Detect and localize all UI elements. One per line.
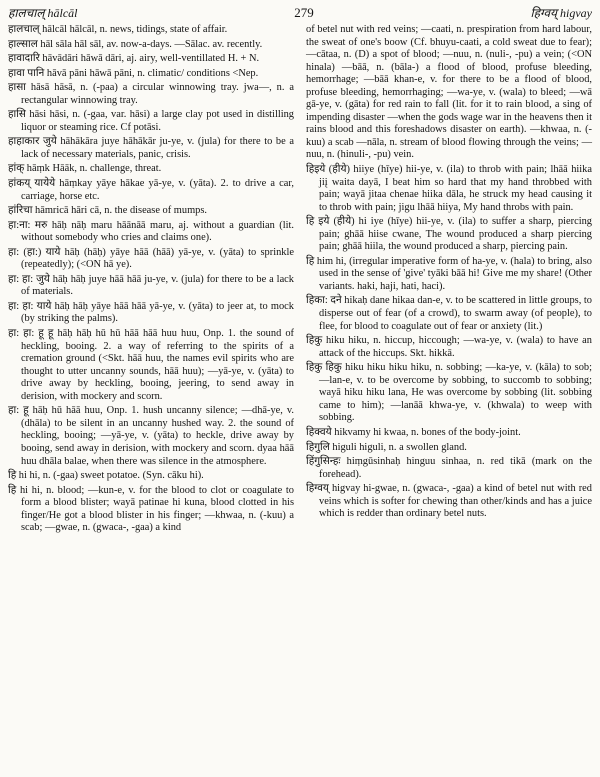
dictionary-entry: हिंगुसिन्हः hiṃgūsinhaḥ hinguu sinhaa, n. red tikā (mark on the forehead). bbox=[306, 456, 592, 480]
dictionary-entry: हिका: दने hikaḥ dane hikaa dan-e, v. to be scattered in little groups, to disperse out of fear (of a crowd), to swarm away (of people), to flee, for blood to coagulate out of fear or anxiety (lit.) bbox=[306, 295, 592, 332]
dictionary-entry: हा: हा: जुये hāḥ hāḥ juye hāā hāā ju-ye, v. (jula) for there to be a lack of materials. bbox=[8, 273, 294, 298]
right-column bbox=[306, 24, 592, 537]
dictionary-entry: हा: हू hāḥ hū hāā huu, Onp. 1. hush uncanny silence; —dhā-ye, v. (dhāla) to be silent in an uncanny hushed way. 2. the sound of heckling, booing; —yā-ye, v. (yāta) to heckle, drive away by booing, send away in derision, with mockery and scorn. dyaa hāā huu dhāla balae, when there was silence in the atmosphere. bbox=[8, 405, 294, 467]
left-column bbox=[8, 24, 294, 537]
dictionary-entry: हांकय् यायेये hāṃkay yāye hākae yā-ye, v. (yāta). 2. to drive a car, carriage, horse etc. bbox=[8, 178, 294, 202]
dictionary-entry: of betel nut with red veins; —caati, n. prespiration from hard labour, the sweat of one's boow (Cf. bhuyu-caati, a cold sweat due to fear); —cātaa, n. (D) a spot of blood; —nuu, n. (nuli-, -pu) a vein; (<ON hinala) —bāā, n. (bāla-) a flood of blood, profuse bleeding, hemorrhage; —bāā khan-e, v. for there to be a flood of blood, profuse bleeding, hemorrhaging; —wa-ye, v. (wala) to bleed; —wā gā-ye, v. (gāta) for red rain to fall (lit. for it to rain blood, a sing of impending disaster —when the gods wage war in the heavens then it rains blood and this foreshadows disaster on earth). —khwaa, n. (-kuu) a scab —nāla, n. stream of blood flowing through the veins; —nuu, n. (hinuli-, -pu) vein. bbox=[306, 24, 592, 161]
dictionary-entry: हासि hāsi hāsi, n. (-gaa, var. hāsi) a large clay pot used in distilling liquor or steaming rice. Cf potāsi. bbox=[8, 109, 294, 133]
dictionary-entry: हिग्वय् higvay hi-gwae, n. (gwaca-, -gaa) a kind of betel nut with red veins which is softer for chewing than other/kinds and has a juice which is redder than ordinary betel nuts. bbox=[306, 483, 592, 520]
dictionary-entry: हाहाकार जुये hāhākāra juye hāhākār ju-ye, v. (jula) for there to be a lack of necessary materials, panic, crisis. bbox=[8, 136, 294, 160]
dictionary-entry: हि hi hi, n. (-gaa) sweet potatoe. (Syn. cāku hi). bbox=[8, 470, 204, 482]
dictionary-entry: हिगुलि higuli higuli, n. a swollen gland. bbox=[306, 441, 467, 453]
dictionary-entry: हावा पानि hāvā pāni hāwā pāni, n. climatic/ conditions <Nep. bbox=[8, 67, 259, 79]
dictionary-entry: हा: (हा:) याये hāḥ (hāḥ) yāye hāā (hāā) yā-ye, v. (yāta) to sprinkle (repeatedly); (<ON hā ye). bbox=[8, 246, 294, 271]
dictionary-entry: हालचाल् hālcāl hālcāl, n. news, tidings, state of affair. bbox=[8, 24, 228, 35]
dictionary-entry: हि him hi, (irregular imperative form of ha-ye, v. (hala) to bring, also used in the sense of 'give' tyāki bāā hi! Give me my share! (Other variants. haki, haji, hati, haci). bbox=[306, 255, 592, 292]
dictionary-entry: हा: हा: हू हू hāḥ hāḥ hū hū hāā hāā huu huu, Onp. 1. the sound of heckling, booing. 2. a way of referring to the spirits of a cremation ground (<Skt. hāā huu, the names evil spirits who are thought to utter uncanny sounds, hāā huu); —yā-ye, v. (yāta) to drive away by heckling, booing, jeering, to send away in derision, with mockery and scorn. bbox=[8, 328, 294, 402]
columns bbox=[8, 24, 592, 537]
dictionary-entry: हा: हा: याये hāḥ hāḥ yāye hāā hāā yā-ye, v. (yāta) to jeer at, to mock (by striking the palms). bbox=[8, 300, 294, 325]
dictionary-entry: हिकु हिकु hiku hiku hiku hiku, n. sobbing; —ka-ye, v. (kāla) to sob; —lan-e, v. to be overcome by sobbing, to succomb to sobbing; wayā hiku hiku lana, He was overcome by sobbing (lit. sobbing came to him); —lanāā khwa-ye, v. (khwala) to weep with sobbing. bbox=[306, 362, 592, 424]
dictionary-entry: हावादारि hāvādāri hāwā dāri, aj. airy, well-ventillated H. + N. bbox=[8, 53, 260, 65]
dictionary-entry: हि hi hi, n. blood; —kun-e, v. for the blood to clot or coagulate to form a blood blister; wayā patinae hi kuna, blood clotted in his finger/He got a blood blister in his finger; —khwaa, n. (-kuu) a scab; —gwae, n. (gwaca-, -gaa) a kind bbox=[8, 484, 294, 534]
dictionary-entry: हांक् hāṃk Hāāk, n. challenge, threat. bbox=[8, 163, 162, 175]
dictionary-entry: हांरिचा hāmricā hāri cā, n. the disease of mumps. bbox=[8, 205, 207, 217]
page-number: 279 bbox=[294, 5, 314, 20]
dictionary-entry: हाल्साल hāl sāla hāl sāl, av. now-a-days. —Sālac. av. recently. bbox=[8, 38, 263, 50]
header-left-guideword: हालचाल् hālcāl bbox=[8, 6, 78, 20]
dictionary-entry: हिकु hiku hiku, n. hiccup, hiccough; —wa-ye, v. (wala) to have an attack of the hiccups. Skt. hikkā. bbox=[306, 335, 592, 359]
running-head bbox=[8, 4, 592, 22]
header-right-guideword: हिग्वय् higvay bbox=[530, 6, 592, 20]
dictionary-entry: हासा hāsā hāsā, n. (-paa) a circular winnowing tray. jwa—, n. a rectangular winnowing tray. bbox=[8, 82, 294, 106]
dictionary-entry: हा:ना: मरु hāḥ nāḥ maru hāānāā maru, aj. without a guardian (lit. without somebody who cries and claims one). bbox=[8, 219, 294, 244]
dictionary-entry: हिइये (हीये) hiiye (hīye) hii-ye, v. (ila) to throb with pain; lhāā hiika jiį waita dayā, I beat him so hard that my hand throbbed with pain; wayā jitaa chenae hiika dāla, he struck my head causing it to throb with pain; jigu lhāā hiiya, My hand throbs with pain. bbox=[306, 164, 592, 213]
dictionary-entry: हि इये (हीये) hi iye (hīye) hii-ye, v. (ila) to suffer a sharp, piercing pain; ghāā hiise cwane, The wound produced a sharp piercing pain; ghāā hiila, the wound produced a sharp, piercing pain. bbox=[306, 216, 592, 253]
dictionary-entry: हिक्वये hikvamy hi kwaa, n. bones of the body-joint. bbox=[306, 426, 521, 438]
